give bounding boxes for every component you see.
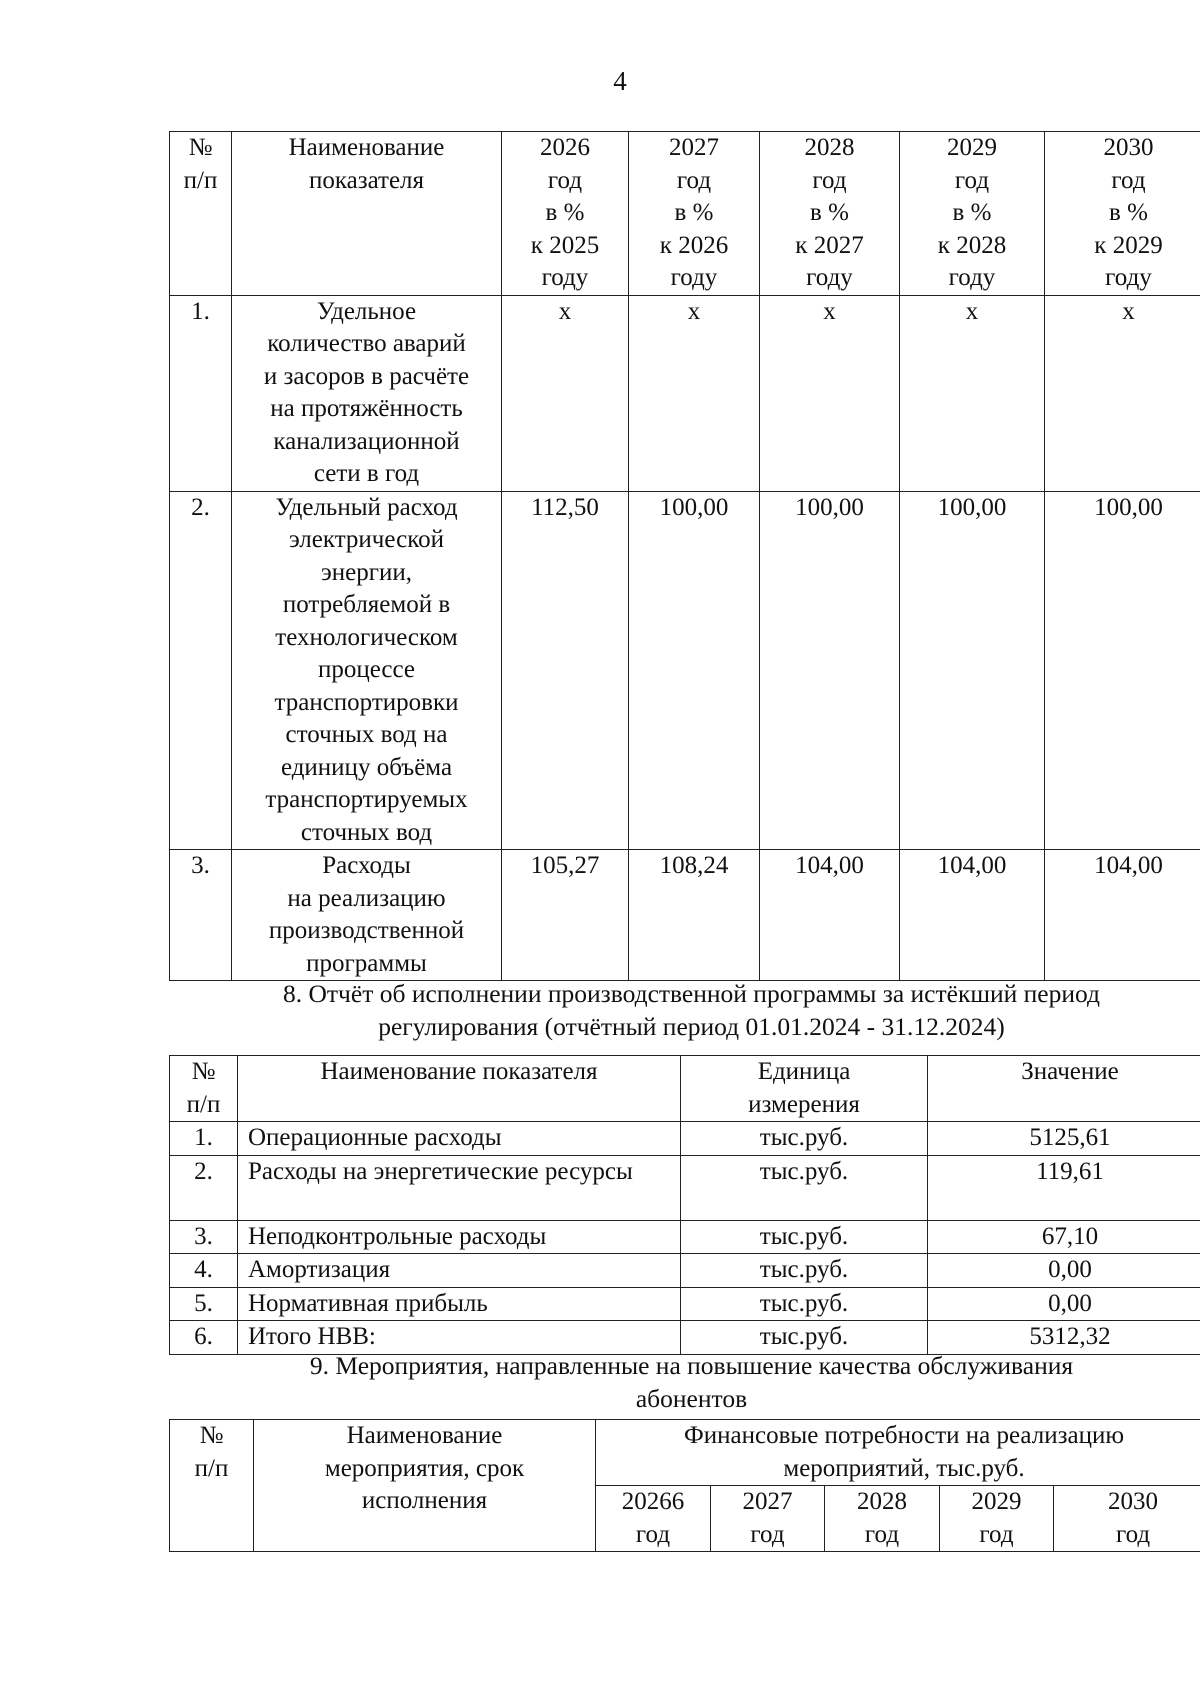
section9-title: 9. Мероприятия, направленные на повышение качества обслуживания абонентов xyxy=(309,1351,1074,1413)
row-name: Расходы на энергетические ресурсы xyxy=(238,1155,681,1220)
row-num: 6. xyxy=(170,1321,238,1355)
section8-title: 8. Отчёт об исполнении производственной программы за истёкший период регулирования (отчётный период 01.01.2024 - 31.12.2024) xyxy=(283,979,1100,1041)
table-row xyxy=(170,491,1200,850)
table-row xyxy=(170,1287,1200,1321)
header-year: 20266 год xyxy=(596,1486,711,1552)
row-num: 3. xyxy=(170,850,232,981)
row-value: 67,10 xyxy=(928,1220,1200,1254)
row-value: 104,00 xyxy=(900,850,1045,981)
row-num: 1. xyxy=(170,1122,238,1156)
row-value: 100,00 xyxy=(900,491,1045,850)
row-value: x xyxy=(760,295,900,491)
indicators-header-row xyxy=(170,132,1200,296)
row-name: Расходы на реализацию производственной программы xyxy=(232,850,502,981)
row-value: 5125,61 xyxy=(928,1122,1200,1156)
row-num: 2. xyxy=(170,1155,238,1220)
table-row xyxy=(170,1220,1200,1254)
row-value: 108,24 xyxy=(629,850,760,981)
header-year: 2029 год xyxy=(940,1486,1054,1552)
row-num: 2. xyxy=(170,491,232,850)
header-year: 2028 год xyxy=(825,1486,940,1552)
row-name: Удельное количество аварий и засоров в расчёте на протяжённость канализационной сети в год xyxy=(232,295,502,491)
header-num: № п/п xyxy=(170,1056,238,1122)
row-value: 0,00 xyxy=(928,1254,1200,1288)
row-unit: тыс.руб. xyxy=(681,1155,928,1220)
row-unit: тыс.руб. xyxy=(681,1287,928,1321)
row-name: Операционные расходы xyxy=(238,1122,681,1156)
header-name: Наименование показателя xyxy=(238,1056,681,1122)
row-value: 104,00 xyxy=(760,850,900,981)
row-value: 104,00 xyxy=(1045,850,1200,981)
report-header-row xyxy=(170,1056,1200,1122)
row-value: 5312,32 xyxy=(928,1321,1200,1355)
table-row xyxy=(170,1155,1200,1220)
row-value: 105,27 xyxy=(502,850,629,981)
row-value: x xyxy=(502,295,629,491)
row-value: 119,61 xyxy=(928,1155,1200,1220)
row-unit: тыс.руб. xyxy=(681,1321,928,1355)
row-unit: тыс.руб. xyxy=(681,1220,928,1254)
row-value: 100,00 xyxy=(1045,491,1200,850)
header-name: Наименование мероприятия, срок исполнения xyxy=(254,1420,596,1552)
measures-table xyxy=(169,1419,1200,1552)
header-value: Значение xyxy=(928,1056,1200,1122)
row-value: 112,50 xyxy=(502,491,629,850)
row-name: Амортизация xyxy=(238,1254,681,1288)
header-finance: Финансовые потребности на реализацию мероприятий, тыс.руб. xyxy=(596,1420,1200,1486)
row-name: Итого НВВ: xyxy=(238,1321,681,1355)
header-num: № п/п xyxy=(170,132,232,296)
table-row xyxy=(170,850,1200,981)
row-name: Удельный расход электрической энергии, потребляемой в технологическом процессе транспортировки сточных вод на единицу объёма транспортируемых сточных вод xyxy=(232,491,502,850)
row-value: x xyxy=(900,295,1045,491)
measures-header-row xyxy=(170,1420,1200,1486)
row-unit: тыс.руб. xyxy=(681,1122,928,1156)
table-row xyxy=(170,1321,1200,1355)
header-unit: Единица измерения xyxy=(681,1056,928,1122)
header-year-2028: 2028 год в % к 2027 году xyxy=(760,132,900,296)
row-num: 4. xyxy=(170,1254,238,1288)
header-year-2027: 2027 год в % к 2026 году xyxy=(629,132,760,296)
header-year-2026: 2026 год в % к 2025 году xyxy=(502,132,629,296)
header-name: Наименование показателя xyxy=(232,132,502,296)
header-year-2030: 2030 год в % к 2029 году xyxy=(1045,132,1200,296)
indicators-table xyxy=(169,131,1200,981)
page-number: 4 xyxy=(613,66,627,96)
table-row xyxy=(170,295,1200,491)
header-num: № п/п xyxy=(170,1420,254,1552)
row-name: Неподконтрольные расходы xyxy=(238,1220,681,1254)
report-table xyxy=(169,1055,1200,1355)
row-value: x xyxy=(629,295,760,491)
row-unit: тыс.руб. xyxy=(681,1254,928,1288)
row-value: 0,00 xyxy=(928,1287,1200,1321)
table-row xyxy=(170,1122,1200,1156)
row-num: 3. xyxy=(170,1220,238,1254)
row-name: Нормативная прибыль xyxy=(238,1287,681,1321)
header-year: 2030 год xyxy=(1054,1486,1200,1552)
header-year: 2027 год xyxy=(711,1486,825,1552)
row-num: 1. xyxy=(170,295,232,491)
header-year-2029: 2029 год в % к 2028 году xyxy=(900,132,1045,296)
table-row xyxy=(170,1254,1200,1288)
row-value: 100,00 xyxy=(760,491,900,850)
row-value: 100,00 xyxy=(629,491,760,850)
row-value: x xyxy=(1045,295,1200,491)
row-num: 5. xyxy=(170,1287,238,1321)
